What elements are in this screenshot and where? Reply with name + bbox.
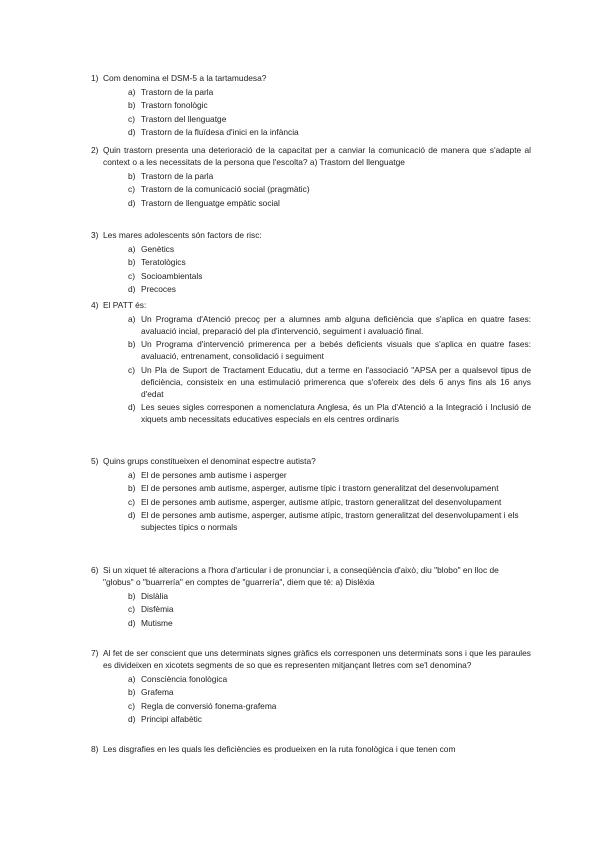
option-list [91, 469, 531, 534]
option-item [128, 197, 531, 209]
option-item [128, 496, 531, 508]
option-text: Regla de conversió fonema-grafema [141, 700, 277, 711]
option-letter: a) [128, 86, 136, 97]
option-item [128, 590, 531, 602]
option-item [128, 283, 531, 295]
option-letter: b) [128, 257, 136, 268]
option-item [128, 256, 531, 268]
option-letter: c) [128, 184, 135, 195]
option-item [128, 401, 531, 425]
option-text: Trastorn de la fluïdesa d'inici en la infància [141, 127, 299, 138]
option-letter: d) [128, 197, 136, 208]
option-text: El de persones amb autisme i asperger [141, 469, 287, 480]
option-text: Precoces [141, 284, 176, 295]
option-text: Principi alfabètic [141, 714, 202, 725]
option-letter: c) [128, 113, 135, 124]
option-letter: c) [128, 270, 135, 281]
option-letter: c) [128, 496, 135, 507]
question-text: El PATT és: [103, 300, 147, 310]
option-text: Trastorn de la comunicació social (pragmàtic) [141, 184, 310, 195]
question-text: Les mares adolescents són factors de risc: [103, 230, 262, 240]
option-item [128, 673, 531, 685]
option-item [128, 170, 531, 182]
option-letter: b) [128, 687, 136, 698]
option-item [128, 126, 531, 138]
option-item [128, 713, 531, 725]
option-letter: d) [128, 617, 136, 628]
question-text: Al fet de ser conscient que uns determinats signes gràfics els corresponen uns determinats sons i que les paraules es divideixen en xicotets segments de so que es representen mitjançant lletres com se'l denomina? [103, 648, 531, 670]
option-letter: a) [128, 469, 136, 480]
question-number: 4) [91, 300, 99, 310]
question-5 [91, 455, 531, 533]
question-text: Quins grups constitueixen el denominat espectre autista? [103, 456, 316, 466]
question-text: Les disgrafies en les quals les deficiències es produeixen en la ruta fonològica i que tenen com [103, 744, 456, 754]
question-text: Si un xiquet té alteracions a l'hora d'articular i de pronunciar i, a conseqüència d'això, diu "blobo" en lloc de "globus" o "buarrería" en comptes de "guarrería", diem que té: a) Dislèxia [103, 565, 499, 587]
option-list [91, 170, 531, 209]
question-8 [91, 743, 531, 755]
option-letter: d) [128, 127, 136, 138]
question-1 [91, 72, 531, 138]
option-letter: a) [128, 243, 136, 254]
option-letter: b) [128, 170, 136, 181]
question-4 [91, 299, 531, 425]
option-item [128, 364, 531, 400]
option-text: El de persones amb autisme, asperger, autisme típic i trastorn generalitzat del desenvolupament [141, 483, 499, 494]
option-letter: b) [128, 100, 136, 111]
option-list [91, 590, 531, 629]
question-7 [91, 647, 531, 725]
option-letter: c) [128, 604, 135, 615]
question-number: 8) [91, 744, 99, 754]
option-list [91, 243, 531, 296]
option-text: Un Pla de Suport de Tractament Educatiu, dut a terme en l'associació "APSA per a qualsevol tipus de deficiència, consisteix en una estimulació primerenca que s'ofereix des dels 6 anys fins als 16 anys d'edat [141, 364, 531, 399]
option-item [128, 270, 531, 282]
option-list [91, 86, 531, 139]
question-text: Com denomina el DSM-5 a la tartamudesa? [103, 73, 267, 83]
option-item [128, 183, 531, 195]
option-text: Trastorn de la parla [141, 170, 214, 181]
option-item [128, 469, 531, 481]
option-item [128, 243, 531, 255]
option-item [128, 338, 531, 362]
question-2 [91, 144, 531, 209]
option-text: Teratològics [141, 257, 186, 268]
option-text: Trastorn fonològic [141, 100, 208, 111]
option-text: Socioambientals [141, 270, 203, 281]
option-letter: a) [128, 313, 136, 324]
option-letter: b) [128, 483, 136, 494]
option-list [91, 673, 531, 726]
option-item [128, 617, 531, 629]
option-letter: b) [128, 339, 136, 350]
option-item [128, 686, 531, 698]
option-text: Trastorn de la parla [141, 86, 214, 97]
option-text: Trastorn de llenguatge empàtic social [141, 197, 280, 208]
option-letter: a) [128, 673, 136, 684]
option-letter: c) [128, 364, 135, 375]
option-letter: b) [128, 590, 136, 601]
question-text: Quin trastorn presenta una deterioració de la capacitat per a canviar la comunicació de manera que s'adapte al context o a les necessitats de la persona que l'escolta? a) Trastorn del llenguatge [103, 145, 531, 167]
option-letter: d) [128, 284, 136, 295]
option-text: Un Programa d'Atenció precoç per a alumnes amb alguna deficiència que s'aplica en quatre fases: avaluació incial, preparació del pla d'intervenció, seguiment i avaluació final. [141, 313, 531, 336]
question-number: 3) [91, 230, 99, 240]
option-text: Mutisme [141, 617, 173, 628]
option-text: Les seues sigles corresponen a nomenclatura Anglesa, és un Pla d'Atenció a la Integració i Inclusió de xiquets amb necessitats educatives especials en els centres ordinaris [141, 402, 531, 425]
option-item [128, 99, 531, 111]
option-text: Disfèmia [141, 604, 174, 615]
option-item [128, 603, 531, 615]
question-number: 5) [91, 456, 99, 466]
option-item [128, 113, 531, 125]
option-item [128, 700, 531, 712]
option-list [91, 313, 531, 426]
option-text: El de persones amb autisme, asperger, autisme atípic, trastorn generalitzat del desenvolupament i els subjectes típics o normals [141, 510, 519, 533]
option-item [128, 482, 531, 494]
option-text: El de persones amb autisme, asperger, autisme atípic, trastorn generalitzat del desenvolupament [141, 496, 502, 507]
option-letter: d) [128, 714, 136, 725]
question-number: 1) [91, 73, 99, 83]
option-letter: c) [128, 700, 135, 711]
option-text: Un Programa d'intervenció primerenca per a bebés deficients visuals que s'aplica en quatre fases: avaluació, entrenament, consolidació i seguiment [141, 339, 531, 362]
question-number: 7) [91, 648, 99, 658]
question-number: 2) [91, 145, 99, 155]
option-text: Grafema [141, 687, 174, 698]
option-item [128, 509, 531, 533]
option-letter: d) [128, 402, 136, 413]
question-6 [91, 564, 531, 629]
question-number: 6) [91, 565, 99, 575]
option-item [128, 313, 531, 337]
option-text: Trastorn del llenguatge [141, 113, 227, 124]
option-letter: d) [128, 510, 136, 521]
option-text: Genètics [141, 243, 175, 254]
option-text: Dislàlia [141, 590, 168, 601]
question-3 [91, 229, 531, 295]
option-text: Consciència fonològica [141, 673, 228, 684]
option-item [128, 86, 531, 98]
